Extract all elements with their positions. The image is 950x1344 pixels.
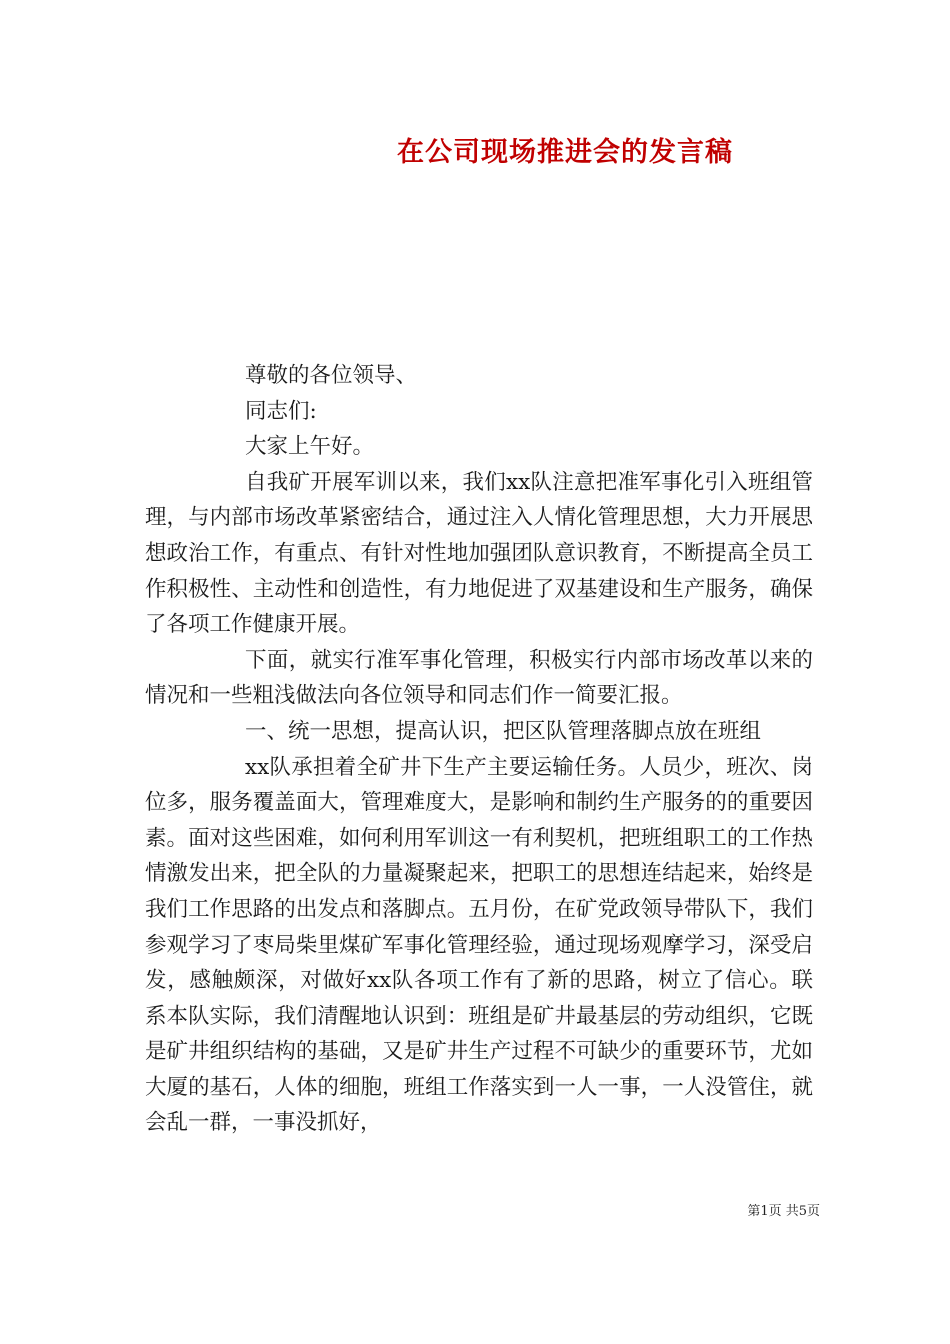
paragraph-report: 下面，就实行准军事化管理，积极实行内部市场改革以来的情况和一些粗浅做法向各位领导和同志们作一简要汇报。: [145, 647, 813, 709]
section-heading: 一、统一思想，提高认识，把区队管理落脚点放在班组: [245, 718, 762, 744]
document-body: [145, 358, 813, 1141]
page-title: 在公司现场推进会的发言稿: [397, 137, 733, 168]
greeting-line: 大家上午好。: [245, 434, 375, 460]
paragraph-intro: 自我矿开展军训以来，我们xx队注意把准军事化引入班组管理，与内部市场改革紧密结合，通过注入人情化管理思想，大力开展思想政治工作，有重点、有针对性地加强团队意识教育，不断提高全员工作积极性、主动性和创造性，有力地促进了双基建设和生产服务，确保了各项工作健康开展。: [145, 469, 813, 638]
paragraph-section-body: xx队承担着全矿井下生产主要运输任务。人员少，班次、岗位多，服务覆盖面大，管理难度大，是影响和制约生产服务的的重要因素。面对这些困难，如何利用军训这一有利契机，把班组职工的工作热情激发出来，把全队的力量凝聚起来，把职工的思想连结起来，始终是我们工作思路的出发点和落脚点。五月份，在矿党政领导带队下，我们参观学习了枣局柴里煤矿军事化管理经验，通过现场观摩学习，深受启发，感触颇深，对做好xx队各项工作有了新的思路，树立了信心。联系本队实际，我们清醒地认识到：班组是矿井最基层的劳动组织，它既是矿井组织结构的基础，又是矿井生产过程不可缺少的重要环节，尤如大厦的基石，人体的细胞，班组工作落实到一人一事，一人没管住，就会乱一群，一事没抓好，: [145, 754, 813, 1136]
salutation-line-1: 尊敬的各位领导、: [245, 363, 418, 388]
page-footer: 第1页 共5页: [747, 1204, 820, 1219]
salutation-line-2: 同志们:: [245, 398, 317, 424]
